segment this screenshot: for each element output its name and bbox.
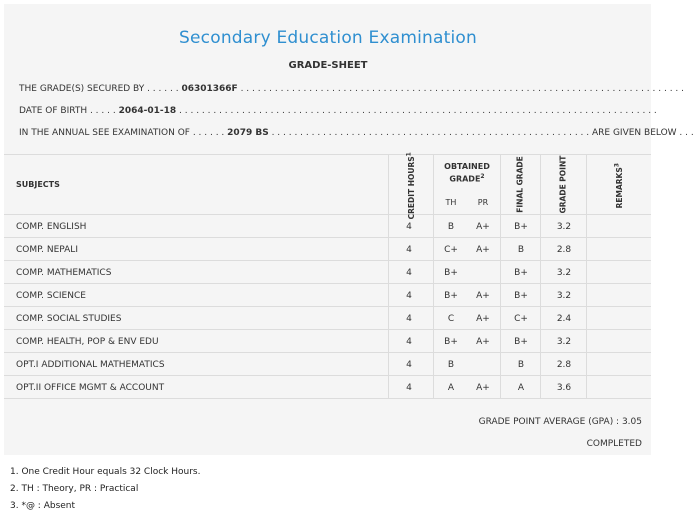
table-row <box>4 330 651 353</box>
grade-point: 3.6 <box>556 383 572 393</box>
grade-point: 2.8 <box>556 245 572 255</box>
footnote: 3. *@ : Absent <box>10 501 76 511</box>
remarks-label: REMARKS <box>614 167 624 209</box>
table-row <box>4 376 651 399</box>
subject-name: COMP. HEALTH, POP & ENV EDU <box>16 337 159 347</box>
dots: . . . . . . . . . . . . . . . . . . . . . . . . . . . . . . . . . . . . . . . . . . . . . . . . . . . . . . . . . . . . . . . . . . . . . . . . . . . . . . <box>240 84 684 94</box>
theory-grade: C <box>447 314 455 324</box>
status-text: COMPLETED <box>586 439 642 449</box>
grade-point: 3.2 <box>556 291 572 301</box>
subject-name: COMP. SOCIAL STUDIES <box>16 314 122 324</box>
page-title: Secondary Education Examination <box>179 28 477 48</box>
table-top-border <box>4 154 651 155</box>
exam-label: IN THE ANNUAL SEE EXAMINATION OF . . . . . . <box>19 128 225 138</box>
grade-point: 2.4 <box>556 314 572 324</box>
practical-grade: A+ <box>476 383 490 393</box>
final-grade: B+ <box>514 291 528 301</box>
subject-name: COMP. NEPALI <box>16 245 78 255</box>
credit-hours: 4 <box>406 245 412 255</box>
subject-name: COMP. SCIENCE <box>16 291 86 301</box>
grade-sheet-heading: GRADE-SHEET <box>288 60 368 71</box>
grade-point: 3.2 <box>556 222 572 232</box>
credit-hours: 4 <box>406 291 412 301</box>
theory-grade: C+ <box>444 245 458 255</box>
remarks-header <box>612 146 624 226</box>
table-row <box>4 353 651 376</box>
practical-grade: A+ <box>476 314 490 324</box>
footnote: 1. One Credit Hour equals 32 Clock Hours. <box>10 467 201 477</box>
subject-name: OPT.I ADDITIONAL MATHEMATICS <box>16 360 165 370</box>
footnote-marker: 1 <box>405 152 413 157</box>
footnote: 2. TH : Theory, PR : Practical <box>10 484 139 494</box>
exam-year: 2079 BS <box>227 128 269 138</box>
final-grade: B <box>517 360 525 370</box>
symbol-number: 06301366F <box>181 84 238 94</box>
dob-value: 2064-01-18 <box>118 106 177 116</box>
credit-hours: 4 <box>406 360 412 370</box>
dob-label: DATE OF BIRTH . . . . . <box>19 106 116 116</box>
practical-grade: A+ <box>476 337 490 347</box>
grade-label <box>434 172 500 185</box>
subject-name: COMP. ENGLISH <box>16 222 87 232</box>
footnotes <box>10 464 200 515</box>
obtained-grade-header <box>434 162 500 185</box>
final-grade: B <box>517 245 525 255</box>
final-grade: B+ <box>514 337 528 347</box>
exam-tail: . . . . . . . . . . . . . . . . . . . . . . . . . . . . . . . . . . . . . . . . . . . . . . . . . . . . . . . . ARE GIVEN BELOW . . . <box>271 128 694 138</box>
subjects-header: SUBJECTS <box>16 180 60 189</box>
grade-secured-label: THE GRADE(S) SECURED BY . . . . . . <box>19 84 179 94</box>
final-grade-header <box>516 145 525 225</box>
final-grade: A <box>517 383 525 393</box>
grade-secured-line <box>19 84 684 94</box>
grade-text: GRADE <box>449 174 481 184</box>
credit-hours-label: CREDIT HOURS <box>406 156 416 220</box>
credit-hours: 4 <box>406 337 412 347</box>
theory-grade: B+ <box>444 337 458 347</box>
credit-hours: 4 <box>406 268 412 278</box>
pr-header: PR <box>477 198 489 207</box>
practical-grade: A+ <box>476 222 490 232</box>
gpa-summary: GRADE POINT AVERAGE (GPA) : 3.05 <box>478 417 642 427</box>
theory-grade: B <box>447 222 455 232</box>
theory-grade: B+ <box>444 268 458 278</box>
dob-line <box>19 106 657 116</box>
subject-name: OPT.II OFFICE MGMT & ACCOUNT <box>16 383 165 393</box>
credit-hours: 4 <box>406 314 412 324</box>
grade-point-label: GRADE POINT <box>558 155 568 214</box>
final-grade: C+ <box>514 314 528 324</box>
grade-point: 3.2 <box>556 268 572 278</box>
obtained-label: OBTAINED <box>444 162 490 171</box>
credit-hours: 4 <box>406 383 412 393</box>
table-row <box>4 215 651 238</box>
dots: . . . . . . . . . . . . . . . . . . . . . . . . . . . . . . . . . . . . . . . . . . . . . . . . . . . . . . . . . . . . . . . . . . . . . . . . . . . . . . . . . . . . <box>179 106 657 116</box>
table-row <box>4 284 651 307</box>
table-row <box>4 238 651 261</box>
credit-hours-header <box>404 146 416 226</box>
practical-grade: A+ <box>476 245 490 255</box>
exam-line <box>19 128 694 138</box>
theory-grade: B <box>447 360 455 370</box>
credit-hours: 4 <box>406 222 412 232</box>
table-row <box>4 307 651 330</box>
subject-name: COMP. MATHEMATICS <box>16 268 112 278</box>
final-grade: B+ <box>514 222 528 232</box>
footnote-marker: 2 <box>480 173 485 180</box>
table-row <box>4 261 651 284</box>
grade-point: 3.2 <box>556 337 572 347</box>
th-header: TH <box>445 198 457 207</box>
theory-grade: A <box>447 383 455 393</box>
grade-point: 2.8 <box>556 360 572 370</box>
final-grade-label: FINAL GRADE <box>515 156 525 213</box>
grade-point-header <box>559 145 568 225</box>
footnote-marker: 3 <box>613 163 621 168</box>
practical-grade: A+ <box>476 291 490 301</box>
theory-grade: B+ <box>444 291 458 301</box>
final-grade: B+ <box>514 268 528 278</box>
